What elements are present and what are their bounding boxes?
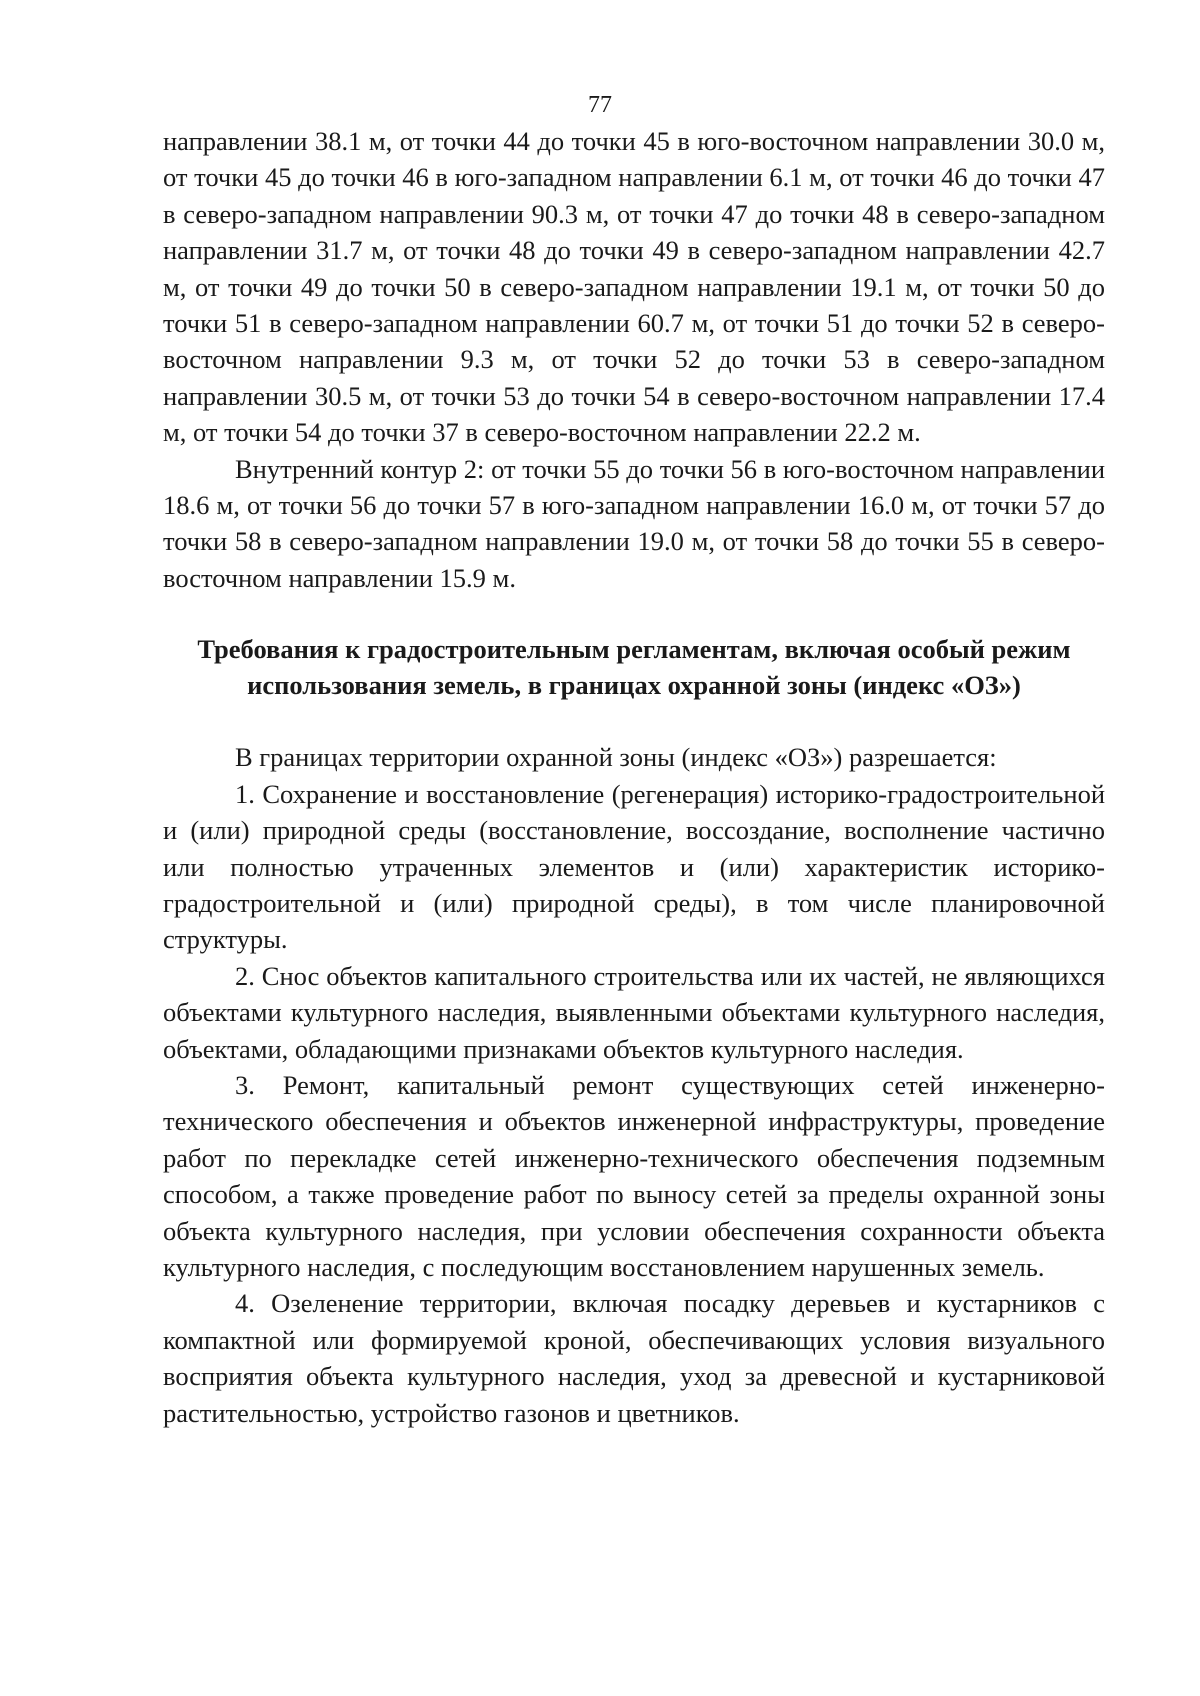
section-heading-line-2: использования земель, в границах охранной зоны (индекс «ОЗ») <box>247 670 1021 701</box>
paragraph-permitted-intro: В границах территории охранной зоны (индекс «ОЗ») разрешается: <box>235 742 997 773</box>
list-item-1: 1. Сохранение и восстановление (регенерация) историко-градостроительной и (или) природной среды (восстановление, воссоздание, восполнение частично или полностью утраченных элементов и (или) характеристик историко-градостроительной и (или) природной среды), в том числе планировочной структуры. <box>163 778 1105 955</box>
section-heading-line-1: Требования к градостроительным регламентам, включая особый режим <box>197 634 1071 665</box>
list-item-3: 3. Ремонт, капитальный ремонт существующих сетей инженерно-технического обеспечения и объектов инженерной инфраструктуры, проведение работ по перекладке сетей инженерно-технического обеспечения подземным способом, а также проведение работ по выносу сетей за пределы охранной зоны объекта культурного наследия, при условии обеспечения сохранности объекта культурного наследия, с последующим восстановлением нарушенных земель. <box>163 1069 1105 1282</box>
paragraph-outer-contour-continuation: направлении 38.1 м, от точки 44 до точки 45 в юго-восточном направлении 30.0 м, от точки 45 до точки 46 в юго-западном направлении 6.1 м, от точки 46 до точки 47 в северо-западном направлении 90.3 м, от точки 47 до точки 48 в северо-западном направлении 31.7 м, от точки 48 до точки 49 в северо-западном направлении 42.7 м, от точки 49 до точки 50 в северо-западном направлении 19.1 м, от точки 50 до точки 51 в северо-западном направлении 60.7 м, от точки 51 до точки 52 в северо-восточном направлении 9.3 м, от точки 52 до точки 53 в северо-западном направлении 30.5 м, от точки 53 до точки 54 в северо-восточном направлении 17.4 м, от точки 54 до точки 37 в северо-восточном направлении 22.2 м. <box>163 126 1105 448</box>
section-heading <box>163 631 1105 703</box>
paragraph-inner-contour-2: Внутренний контур 2: от точки 55 до точки 56 в юго-восточном направлении 18.6 м, от точки 56 до точки 57 в юго-западном направлении 16.0 м, от точки 57 до точки 58 в северо-западном направлении 19.0 м, от точки 58 до точки 55 в северо-восточном направлении 15.9 м. <box>163 453 1105 593</box>
document-body <box>163 123 1105 1431</box>
list-item-2: 2. Снос объектов капитального строительства или их частей, не являющихся объектами культурного наследия, выявленными объектами культурного наследия, объектами, обладающими признаками объектов культурного наследия. <box>163 960 1105 1064</box>
page-number: 77 <box>588 92 612 118</box>
list-item-4: 4. Озеленение территории, включая посадку деревьев и кустарников с компактной или формируемой кроной, обеспечивающих условия визуального восприятия объекта культурного наследия, уход за древесной и кустарниковой растительностью, устройство газонов и цветников. <box>163 1288 1105 1428</box>
